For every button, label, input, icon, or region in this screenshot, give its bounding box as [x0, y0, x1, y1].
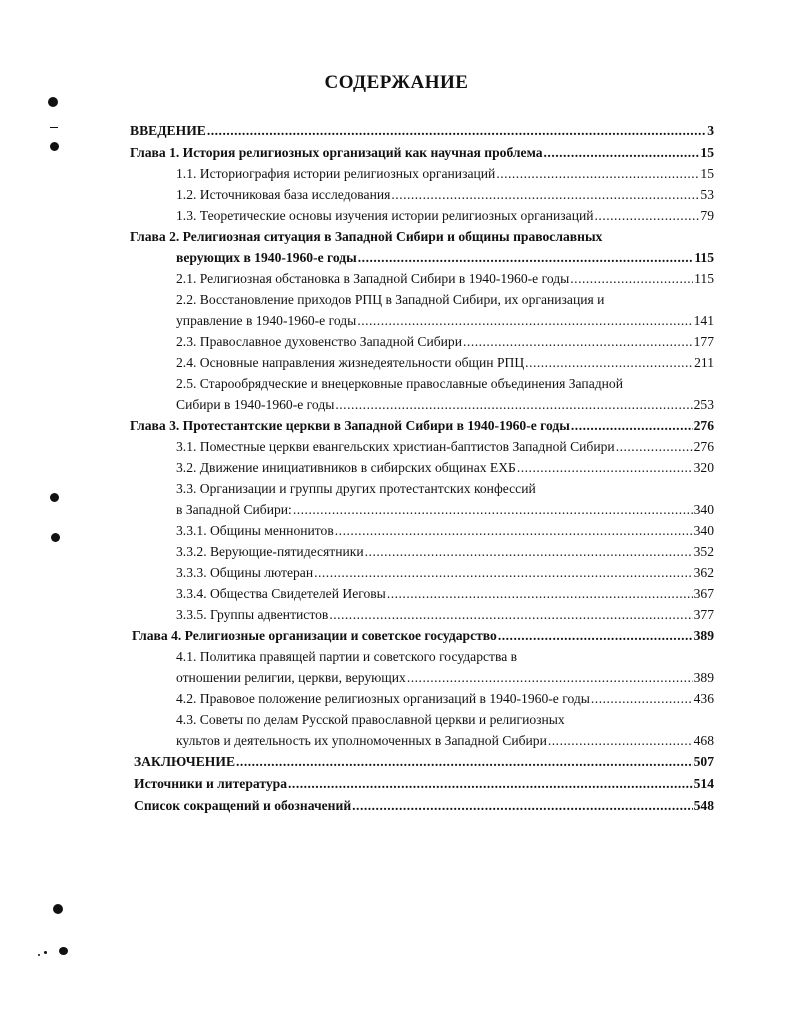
scan-speck: [50, 493, 59, 502]
toc-entry-section-2-1[interactable]: 2.1. Религиозная обстановка в Западной Сибири в 1940-1960-е годы ..... 115: [176, 270, 714, 287]
toc-entry-section-2-4[interactable]: 2.4. Основные направления жизнедеятельности общин РПЦ ..... 211: [176, 354, 714, 371]
toc-entry-chapter-2-line-1[interactable]: Глава 2. Религиозная ситуация в Западной Сибири и общины православных: [130, 229, 603, 244]
scan-speck: [50, 127, 58, 128]
toc-entry-section-4-1-line-1[interactable]: 4.1. Политика правящей партии и советского государства в: [176, 649, 518, 664]
toc-entry-section-3-3-1[interactable]: 3.3.1. Общины меннонитов ..... 340: [176, 522, 714, 539]
toc-entry-section-3-3-line-1[interactable]: 3.3. Организации и группы других протестантских конфессий: [176, 481, 536, 496]
toc-entry-section-2-2-line-2[interactable]: управление в 1940-1960-е годы ..... 141: [176, 312, 714, 329]
toc-entry-section-4-2[interactable]: 4.2. Правовое положение религиозных организаций в 1940-1960-е годы ..... 436: [176, 690, 714, 707]
scan-speck: [51, 533, 60, 542]
toc-entry-section-1-3[interactable]: 1.3. Теоретические основы изучения истории религиозных организаций ..... 79: [176, 207, 714, 224]
scan-speck: [50, 142, 59, 151]
toc-entry-section-4-1-line-2[interactable]: отношении религии, церкви, верующих ..... 389: [176, 669, 714, 686]
toc-entry-introduction[interactable]: ВВЕДЕНИЕ ..... 3: [130, 122, 714, 139]
toc-entry-chapter-1[interactable]: Глава 1. История религиозных организаций как научная проблема ..... 15: [130, 144, 714, 161]
scan-speck: [38, 954, 40, 956]
toc-entry-section-4-3-line-2[interactable]: культов и деятельность их уполномоченных в Западной Сибири ..... 468: [176, 732, 714, 749]
toc-entry-section-3-2[interactable]: 3.2. Движение инициативников в сибирских общинах ЕХБ ..... 320: [176, 459, 714, 476]
toc-entry-section-2-2-line-1[interactable]: 2.2. Восстановление приходов РПЦ в Западной Сибири, их организация и: [176, 292, 605, 307]
scan-speck: [44, 951, 47, 954]
page-title: СОДЕРЖАНИЕ: [324, 72, 469, 93]
toc-entry-section-2-3[interactable]: 2.3. Православное духовенство Западной Сибири ..... 177: [176, 333, 714, 350]
scan-speck: [59, 947, 68, 955]
toc-entry-chapter-4[interactable]: Глава 4. Религиозные организации и советское государство ..... 389: [132, 627, 714, 644]
toc-entry-abbreviations[interactable]: Список сокращений и обозначений ..... 548: [134, 797, 714, 814]
toc-entry-section-1-2[interactable]: 1.2. Источниковая база исследования ..... 53: [176, 186, 714, 203]
toc-entry-chapter-2-line-2[interactable]: верующих в 1940-1960-е годы ..... 115: [176, 249, 714, 266]
toc-entry-sources[interactable]: Источники и литература ..... 514: [134, 775, 714, 792]
toc-entry-section-3-3-2[interactable]: 3.3.2. Верующие-пятидесятники ..... 352: [176, 543, 714, 560]
toc-entry-section-3-3-5[interactable]: 3.3.5. Группы адвентистов ..... 377: [176, 606, 714, 623]
toc-entry-section-1-1[interactable]: 1.1. Историография истории религиозных организаций ..... 15: [176, 165, 714, 182]
scan-speck: [48, 97, 58, 107]
toc-entry-section-3-3-3[interactable]: 3.3.3. Общины лютеран ..... 362: [176, 564, 714, 581]
toc-entry-chapter-3[interactable]: Глава 3. Протестантские церкви в Западной Сибири в 1940-1960-е годы ..... 276: [130, 417, 714, 434]
toc-entry-section-4-3-line-1[interactable]: 4.3. Советы по делам Русской православной церкви и религиозных: [176, 712, 565, 727]
toc-entry-section-2-5-line-2[interactable]: Сибири в 1940-1960-е годы ..... 253: [176, 396, 714, 413]
scan-speck: [53, 904, 63, 914]
toc-entry-section-2-5-line-1[interactable]: 2.5. Старообрядческие и внецерковные православные объединения Западной: [176, 376, 623, 391]
toc-entry-section-3-3-line-2[interactable]: в Западной Сибири: ..... 340: [176, 501, 714, 518]
toc-entry-section-3-1[interactable]: 3.1. Поместные церкви евангельских христиан-баптистов Западной Сибири ..... 276: [176, 438, 714, 455]
toc-entry-section-3-3-4[interactable]: 3.3.4. Общества Свидетелей Иеговы ..... 367: [176, 585, 714, 602]
toc-entry-conclusion[interactable]: ЗАКЛЮЧЕНИЕ ..... 507: [134, 753, 714, 770]
